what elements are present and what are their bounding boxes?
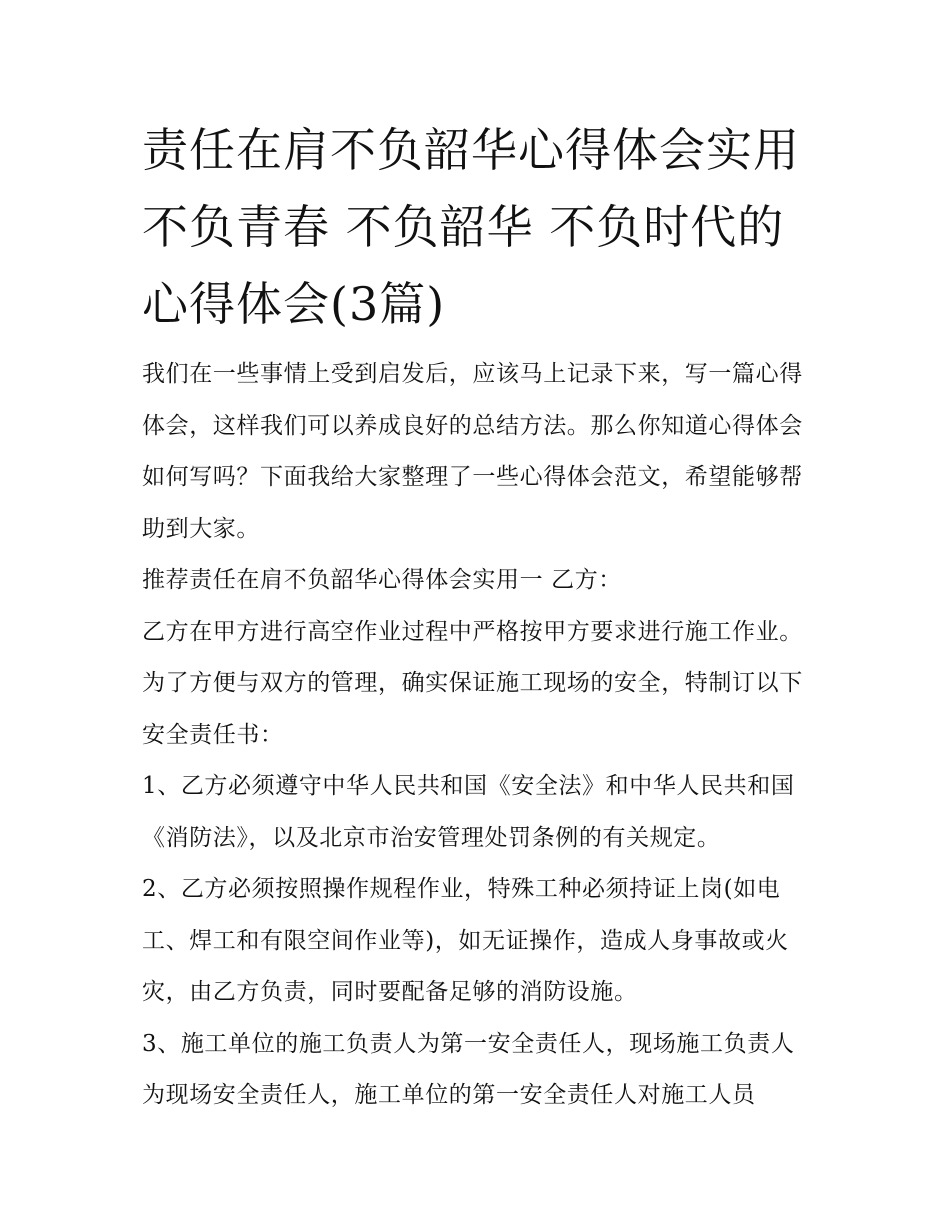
clause-3: 3、施工单位的施工负责人为第一安全责任人，现场施工负责人为现场安全责任人，施工单位的第一安全责任人对施工人员 xyxy=(142,1030,795,1108)
document-page xyxy=(142,112,818,1122)
body-paragraph: 乙方在甲方进行高空作业过程中严格按甲方要求进行施工作业。为了方便与双方的管理，确实保证施工现场的安全，特制订以下安全责任书： xyxy=(142,618,803,748)
intro-paragraph: 我们在一些事情上受到启发后，应该马上记录下来，写一篇心得体会，这样我们可以养成良好的总结方法。那么你知道心得体会如何写吗？下面我给大家整理了一些心得体会范文，希望能够帮助到大家。 xyxy=(142,361,803,542)
clause-2: 2、乙方必须按照操作规程作业，特殊工种必须持证上岗(如电工、焊工和有限空间作业等)，如无证操作，造成人身事故或火灾，由乙方负责，同时要配备足够的消防设施。 xyxy=(142,876,789,1005)
section-heading: 推荐责任在肩不负韶华心得体会实用一 乙方： xyxy=(142,567,622,593)
document-title: 责任在肩不负韶华心得体会实用 不负青春 不负韶华 不负时代的心得体会(3篇) xyxy=(142,123,800,331)
clause-1: 1、乙方必须遵守中华人民共和国《安全法》和中华人民共和国《消防法》，以及北京市治安管理处罚条例的有关规定。 xyxy=(142,773,795,851)
